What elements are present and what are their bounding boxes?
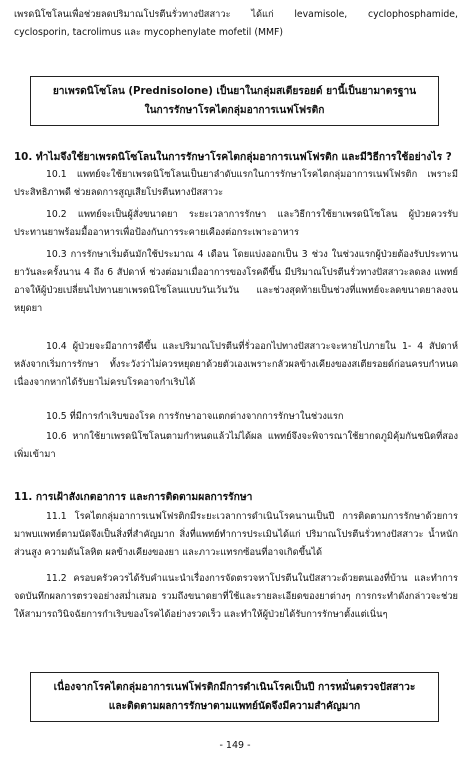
closing-message-line-2: และติดตามผลการรักษาตามแพทย์นัดจึงมีความสำคัญมาก <box>108 701 361 712</box>
closing-message-box <box>30 672 439 722</box>
item-10-1: 10.1 แพทย์จะใช้ยาเพรดนิโซโลนเป็นยาลำดับแรกในการรักษาโรคไตกลุ่มอาการเนฟโฟรติก เพราะมีประสิทธิภาพดี ช่วยลดการสูญเสียโปรตีนทางปัสสาวะ <box>14 169 458 198</box>
item-10-4: 10.4 ผู้ป่วยจะมีอาการดีขึ้น และปริมาณโปรตีนที่รั่วออกไปทางปัสสาวะจะหายไปภายใน 1- 4 สัปดาห์หลังจากเริ่มการรักษา ทั้งระวังว่าไม่ควรหยุดยาด้วยตัวเองเพราะกลัวผลข้างเคียงของสเตียรอยด์ก่อนครบกำหนด เนื่องจากหากได้รับยาไม่ครบโรคอาจกำเริบได้ <box>14 341 458 388</box>
intro-paragraph: เพรดนิโซโลนเพื่อช่วยลดปริมาณโปรตีนรั่วทางปัสสาวะ ได้แก่ levamisole, cyclophosphamide, cyclosporin, tacrolimus และ mycophenylate mofetil (MMF) <box>14 9 458 38</box>
closing-message-line-1: เนื่องจากโรคไตกลุ่มอาการเนฟโฟรติกมีการดำเนินโรคเป็นปี การหมั่นตรวจปัสสาวะ <box>53 682 416 693</box>
item-11-1: 11.1 โรคไตกลุ่มอาการเนฟโฟรติกมีระยะเวลาการดำเนินโรคนานเป็นปี การติดตามการรักษาด้วยการมาพบแพทย์ตามนัดจึงเป็นสิ่งที่สำคัญมาก สิ่งที่แพทย์ทำการประเมินได้แก่ ปริมาณโปรตีนรั่วทางปัสสาวะ น้ำหนัก ส่วนสูง ความดันโลหิต ผลข้างเคียงของยา และภาวะแทรกซ้อนที่อาจเกิดขึ้นได้ <box>14 511 458 558</box>
page-number: - 149 - <box>219 740 251 751</box>
item-10-3: 10.3 การรักษาเริ่มต้นมักใช้ประมาณ 4 เดือน โดยแบ่งออกเป็น 3 ช่วง ในช่วงแรกผู้ป่วยต้องรับประทานยาวันละครั้งนาน 4 ถึง 6 สัปดาห์ ช่วงต่อมาเมื่ออาการของโรคดีขึ้น มีปริมาณโปรตีนรั่วทางปัสสาวะลดลง แพทย์อาจให้ผู้ป่วยเปลี่ยนไปทานยาเพรดนิโซโลนแบบวันเว้นวัน และช่วงสุดท้ายเป็นช่วงที่แพทย์จะลดขนาดยาลงจนหยุดยา <box>14 249 458 314</box>
key-message-line-1: ยาเพรดนิโซโลน (Prednisolone) เป็นยาในกลุ่มสเตียรอยด์ ยานี้เป็นยามาตรฐาน <box>52 86 417 97</box>
item-10-2: 10.2 แพทย์จะเป็นผู้สั่งขนาดยา ระยะเวลาการรักษา และวิธีการใช้ยาเพรดนิโซโลน ผู้ป่วยควรรับประทานยาพร้อมมื้ออาหารเพื่อป้องกันการระคายเคืองต่อกระเพาะอาหาร <box>14 209 458 238</box>
item-10-6: 10.6 หากใช้ยาเพรดนิโซโลนตามกำหนดแล้วไม่ได้ผล แพทย์จึงจะพิจารณาใช้ยากดภูมิคุ้มกันชนิดที่สองเพิ่มเข้ามา <box>14 431 458 460</box>
section-10-heading: 10. ทำไมจึงใช้ยาเพรดนิโซโลนในการรักษาโรคไตกลุ่มอาการเนฟโฟรติก และมีวิธีการใช้อย่างไร ? <box>14 151 452 163</box>
item-11-2: 11.2 ครอบครัวควรได้รับคำแนะนำเรื่องการจัดตรวจหาโปรตีนในปัสสาวะด้วยตนเองที่บ้าน และทำการจดบันทึกผลการตรวจอย่างสม่ำเสมอ รวมถึงขนาดยาที่ใช้และรายละเอียดของยาต่างๆ การกระทำดังกล่าวจะช่วยให้สามารถวินิจฉัยการกำเริบของโรคได้อย่างรวดเร็ว และทำให้ผู้ป่วยได้รับการรักษาตั้งแต่เนิ่นๆ <box>14 573 458 620</box>
key-message-line-2: ในการรักษาโรคไตกลุ่มอาการเนฟโฟรติก <box>144 105 325 116</box>
section-11-heading: 11. การเฝ้าสังเกตอาการ และการติดตามผลการรักษา <box>14 491 253 503</box>
key-message-box <box>30 76 439 126</box>
item-10-5: 10.5 ที่มีการกำเริบของโรค การรักษาอาจแตกต่างจากการรักษาในช่วงแรก <box>46 411 344 422</box>
